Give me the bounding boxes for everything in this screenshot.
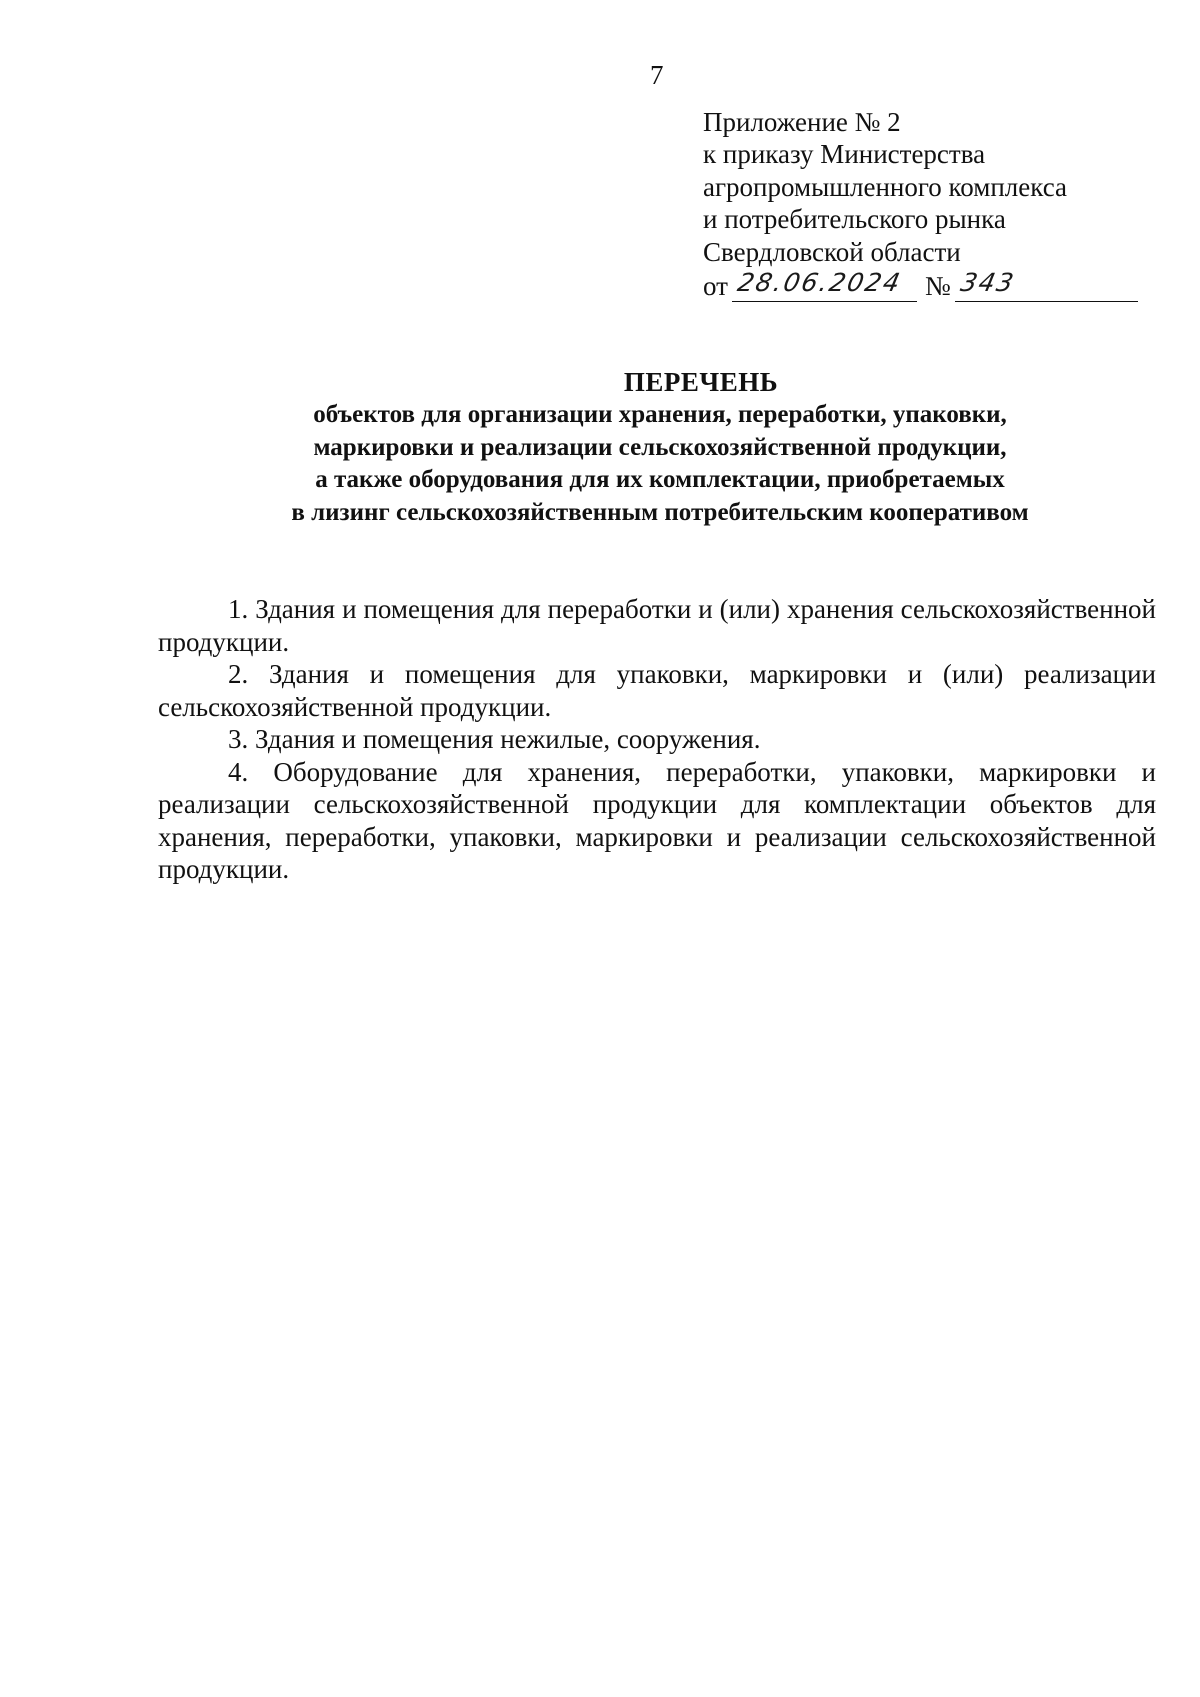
title-main: ПЕРЕЧЕНЬ [623, 367, 779, 397]
subtitle-line: а также оборудования для их комплектации, приобретаемых [315, 466, 1005, 494]
subtitle-line: объектов для организации хранения, переработки, упаковки, [313, 401, 1007, 428]
handwritten-date: 28.06.2024 [735, 267, 905, 297]
page-number: 7 [650, 60, 664, 90]
number-label: № [924, 270, 951, 301]
appendix-line: к приказу Министерства [703, 139, 986, 170]
appendix-line: Свердловской области [703, 236, 961, 267]
list-item: 3. Здания и помещения нежилые, сооружения. [228, 724, 761, 754]
title-subtitle [140, 399, 1180, 529]
handwritten-number: 343 [957, 267, 1018, 297]
order-date-number-line [703, 268, 1143, 302]
list-item: 4. Оборудование для хранения, переработки, упаковки, маркировки и реализации сельскохозяйственной продукции для комплектации объектов для хранения, переработки, упаковки, маркировки и реализации сельскохозяйственной продукции. [158, 756, 1156, 884]
document-title [140, 365, 1180, 529]
list-item: 2. Здания и помещения для упаковки, маркировки и (или) реализации сельскохозяйственной продукции. [158, 659, 1156, 722]
appendix-line: и потребительского рынка [703, 204, 1006, 235]
appendix-line: агропромышленного комплекса [703, 171, 1067, 202]
date-prefix: от [703, 270, 728, 301]
date-field [732, 267, 917, 302]
number-field [955, 267, 1138, 302]
list-item: 1. Здания и помещения для переработки и (или) хранения сельскохозяйственной продукции. [158, 594, 1156, 657]
list-body [158, 593, 1156, 886]
subtitle-line: в лизинг сельскохозяйственным потребительским кооперативом [291, 498, 1029, 526]
appendix-header [703, 106, 1143, 302]
subtitle-line: маркировки и реализации сельскохозяйственной продукции, [313, 433, 1007, 461]
appendix-line: Приложение № 2 [703, 107, 901, 137]
